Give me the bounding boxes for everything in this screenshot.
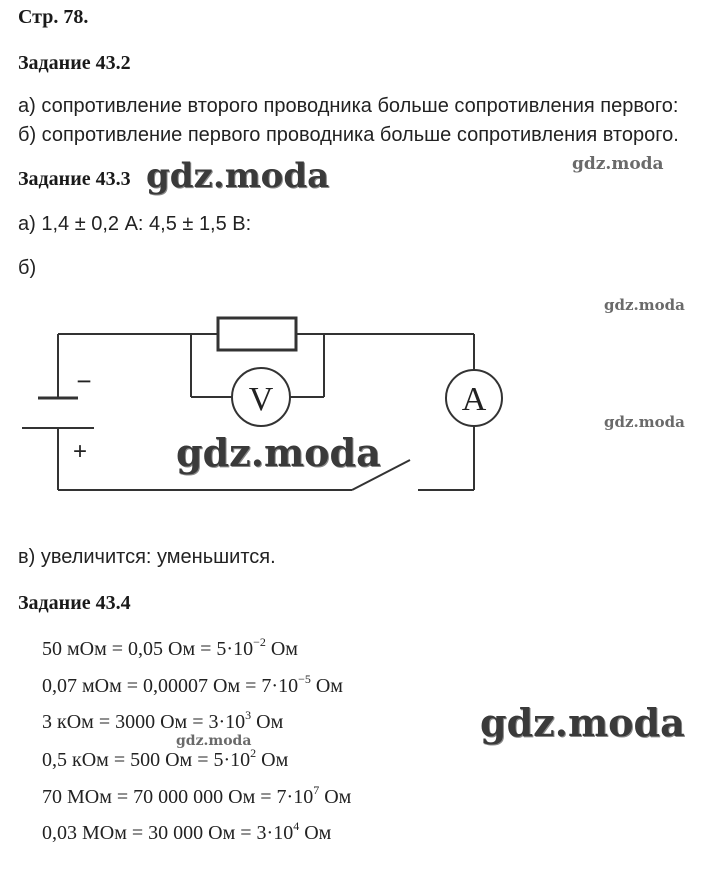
watermark-large: gdz.moda xyxy=(480,700,685,745)
equation-text: 70 МОм = 70 000 000 Ом = 7·10 xyxy=(42,786,314,808)
task-43-2-answer-b: б) сопротивление первого проводника больше сопротивления второго. xyxy=(18,124,679,146)
watermark-small: gdz.moda xyxy=(572,154,664,174)
equation-unit: Ом xyxy=(256,749,289,771)
task-43-4-heading: Задание 43.4 xyxy=(18,592,131,614)
equation-exponent: 4 xyxy=(293,819,300,833)
equation-exponent: 3 xyxy=(245,708,252,722)
equation-unit: Ом xyxy=(299,822,332,844)
equation-exponent: −2 xyxy=(253,635,266,649)
equation-unit: Ом xyxy=(251,711,284,733)
watermark-large: gdz.moda xyxy=(146,156,330,196)
task-43-3-answer-v: в) увеличится: уменьшится. xyxy=(18,546,276,568)
equation-unit: Ом xyxy=(319,786,352,808)
equation-text: 50 мОм = 0,05 Ом = 5·10 xyxy=(42,638,254,660)
voltmeter-label: V xyxy=(248,381,274,418)
equation-exponent: 7 xyxy=(313,783,320,797)
equation-text: 0,07 мОм = 0,00007 Ом = 7·10 xyxy=(42,675,299,697)
equation-text: 0,03 МОм = 30 000 Ом = 3·10 xyxy=(42,822,294,844)
task-43-3-heading: Задание 43.3 xyxy=(18,168,131,190)
equation-text: 0,5 кОм = 500 Ом = 5·10 xyxy=(42,749,251,771)
equation-text: 3 кОм = 3000 Ом = 3·10 xyxy=(42,711,246,733)
battery-plus-sign: + xyxy=(72,438,88,465)
equation-exponent: −5 xyxy=(298,672,311,686)
equation-unit: Ом xyxy=(310,675,343,697)
task-43-2-answer-a: а) сопротивление второго проводника больше сопротивления первого: xyxy=(18,95,679,117)
resistor xyxy=(218,318,296,350)
equation-unit: Ом xyxy=(265,638,298,660)
task-43-3-answer-a: а) 1,4 ± 0,2 А: 4,5 ± 1,5 В: xyxy=(18,213,252,235)
watermark-small: gdz.moda xyxy=(604,296,685,314)
watermark-small: gdz.moda xyxy=(176,733,252,749)
watermark-large: gdz.moda xyxy=(176,430,381,475)
page-label: Стр. 78. xyxy=(18,6,89,28)
watermark-small: gdz.moda xyxy=(604,413,685,431)
ammeter-label: A xyxy=(461,381,487,418)
task-43-3-answer-b: б) xyxy=(18,257,37,279)
equation-exponent: 2 xyxy=(250,746,257,760)
battery-minus-sign: − xyxy=(76,366,92,396)
task-43-2-heading: Задание 43.2 xyxy=(18,52,131,74)
